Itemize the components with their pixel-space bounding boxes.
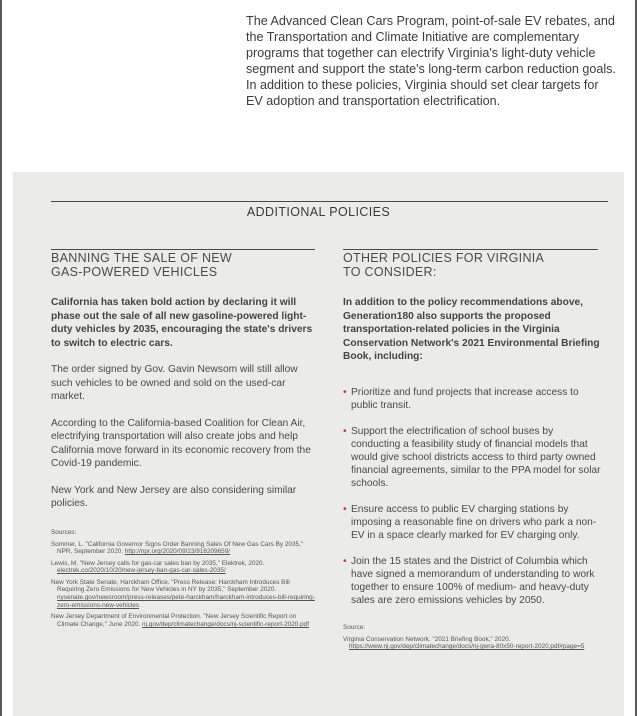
- left-paragraph-2: According to the California-based Coalition for Clean Air, electrifying transportation will also create jobs and help California move forward in its economic recovery from the Covid-19 pandemic.: [51, 417, 311, 469]
- left-sources: [51, 529, 317, 629]
- sources-label: Sources:: [51, 528, 77, 536]
- right-sources: [343, 624, 601, 651]
- right-column-divider: [343, 249, 598, 250]
- bullet-icon: •: [343, 503, 347, 515]
- source-link[interactable]: nj.gov/dep/climatechange/docs/nj-scientific-report-2020.pdf: [142, 620, 310, 628]
- right-heading-line1: OTHER POLICIES FOR VIRGINIA: [343, 251, 545, 265]
- source-item: New York State Senate, Harckham Office. "Press Release: Harckham Introduces Bill Requiring Zero Emissions for New Vehicles in NY by 2035," September 2020. nysenate.gov/newsroom/press-releases/pete-harckham/harckham-introduces-bill-requiring-zero-emissions-new-vehicles: [51, 578, 315, 609]
- left-paragraph-3: New York and New Jersey are also considering similar policies.: [51, 484, 297, 509]
- left-lead-paragraph: California has taken bold action by declaring it will phase out the sale of all new gasoline-powered light-duty vehicles by 2035, encouraging the state's drivers to switch to electric cars.: [51, 297, 313, 349]
- source-link[interactable]: electrek.co/2020/10/20/new-jersey-ban-gas-car-sales-2035/: [57, 567, 226, 575]
- left-column-heading: [51, 252, 317, 279]
- left-paragraph-1: The order signed by Gov. Gavin Newsom will still allow such vehicles to be owned and sold on the used-car market.: [51, 364, 298, 402]
- source-item: New Jersey Department of Environmental Protection. "New Jersey Scientific Report on Climate Change," June 2020. nj.gov/dep/climatechange/docs/nj-scientific-report-2020.pdf: [51, 613, 310, 628]
- source-item: Sommer, L. "California Governor Signs Order Banning Sales Of New Gas Cars By 2035," NPR, September 2020. http://npr.org/2020/09/23/916209659/: [51, 540, 304, 556]
- source-item: Virginia Conservation Network. "2021 Briefing Book," 2020. https://www.nj.gov/dep/climatechange/docs/nj-gwra-80x50-report-2020.pdf#page=5: [343, 635, 585, 651]
- right-lead-paragraph: In addition to the policy recommendations above, Generation180 also supports the proposed transportation-related policies in the Virginia Conservation Network's 2021 Environmental Briefing Book, including:: [343, 297, 600, 362]
- list-item: • Support the electrification of school buses by conducting a feasibility study of financial models that would give school districts access to third party owned financial agreements, similar to the PPA model for solar schools.: [343, 425, 601, 489]
- list-item: • Join the 15 states and the District of Columbia which have signed a memorandum of understanding to work together to ensure 100% of medium- and heavy-duty sales are zero emissions vehicles by 2050.: [343, 555, 595, 606]
- source-link[interactable]: nysenate.gov/newsroom/press-releases/pete-harckham/harckham-introduces-bill-requiring-zero-emissions-new-vehicles: [57, 594, 315, 609]
- bullet-icon: •: [343, 555, 347, 567]
- top-divider: [51, 201, 608, 202]
- left-column: [51, 252, 317, 632]
- source-item: Lewis, M. "New Jersey calls for gas-car sales ban by 2035," Elektrek, 2020. electrek.co/2020/10/20/new-jersey-ban-gas-car-sales-2035/: [51, 559, 265, 575]
- additional-policies-panel: [13, 172, 624, 716]
- source-link[interactable]: http://npr.org/2020/09/23/916209659/: [124, 548, 231, 556]
- left-heading-line2: GAS-POWERED VEHICLES: [51, 264, 218, 279]
- policy-list: [343, 386, 601, 607]
- source-label: Source:: [343, 623, 366, 631]
- left-column-divider: [51, 249, 315, 250]
- list-item: • Prioritize and fund projects that increase access to public transit.: [343, 386, 579, 411]
- list-item: • Ensure access to public EV charging stations by imposing a reasonable fine on drivers who park a non-EV in a space clearly marked for EV charging only.: [343, 503, 597, 541]
- left-heading-line1: BANNING THE SALE OF NEW: [51, 251, 233, 265]
- right-heading-line2: TO CONSIDER:: [343, 264, 437, 279]
- right-column: [343, 252, 601, 655]
- right-column-heading: [343, 252, 601, 279]
- bullet-icon: •: [343, 425, 347, 437]
- section-title: ADDITIONAL POLICIES: [246, 205, 391, 219]
- intro-paragraph: The Advanced Clean Cars Program, point-of-sale EV rebates, and the Transportation and Climate Initiative are complementary programs that together can electrify Virginia's light-duty vehicle segment and support the state's long-term carbon reduction goals. In addition to these policies, Virginia should set clear targets for EV adoption and transportation electrification.: [246, 14, 616, 108]
- source-link[interactable]: https://www.nj.gov/dep/climatechange/docs/nj-gwra-80x50-report-2020.pdf#page=5: [349, 643, 585, 651]
- bullet-icon: •: [343, 386, 347, 398]
